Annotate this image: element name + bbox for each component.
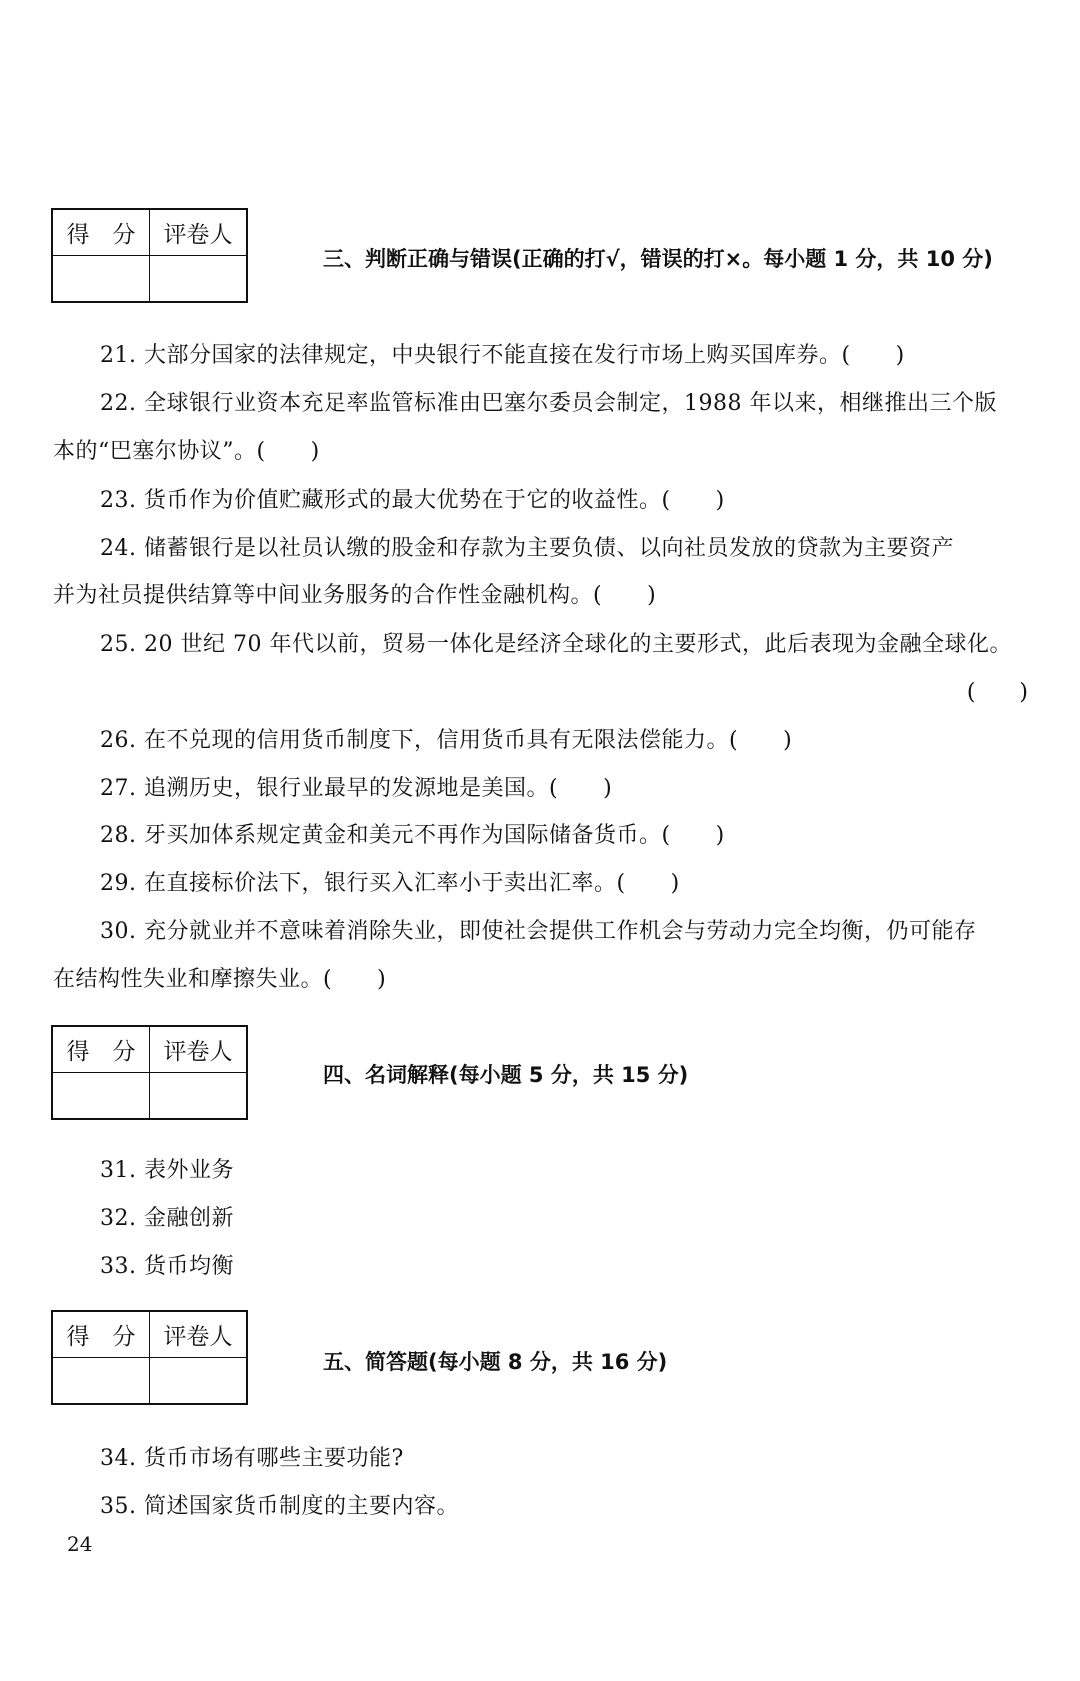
question-33: 33. 货币均衡 [100, 1254, 234, 1279]
question-35: 35. 简述国家货币制度的主要内容。 [100, 1494, 459, 1519]
question-28: 28. 牙买加体系规定黄金和美元不再作为国际储备货币。( ) [100, 823, 725, 848]
question-23: 23. 货币作为价值贮藏形式的最大优势在于它的收益性。( ) [100, 488, 725, 513]
question-32: 32. 金融创新 [100, 1206, 234, 1231]
score-cell[interactable] [53, 1358, 150, 1404]
score-header: 得 分 [53, 1027, 150, 1073]
grader-cell[interactable] [150, 256, 247, 302]
question-34: 34. 货币市场有哪些主要功能? [100, 1446, 404, 1471]
question-22-cont: 本的“巴塞尔协议”。( ) [53, 439, 320, 464]
section-title: 五、简答题(每小题 8 分，共 16 分) [323, 1350, 668, 1374]
score-cell[interactable] [53, 1073, 150, 1119]
question-27: 27. 追溯历史，银行业最早的发源地是美国。( ) [100, 776, 613, 801]
grader-header: 评卷人 [150, 1027, 247, 1073]
question-30: 30. 充分就业并不意味着消除失业，即使社会提供工作机会与劳动力完全均衡，仍可能存 [100, 919, 977, 944]
question-31: 31. 表外业务 [100, 1158, 234, 1183]
question-22: 22. 全球银行业资本充足率监管标准由巴塞尔委员会制定，1988 年以来，相继推出三个版 [100, 391, 997, 416]
score-header: 得 分 [53, 210, 150, 256]
question-30-cont: 在结构性失业和摩擦失业。( ) [53, 967, 387, 992]
section-title: 四、名词解释(每小题 5 分，共 15 分) [323, 1063, 689, 1087]
section-title: 三、判断正确与错误(正确的打√，错误的打×。每小题 1 分，共 10 分) [323, 247, 993, 271]
grader-header: 评卷人 [150, 1312, 247, 1358]
question-24: 24. 储蓄银行是以社员认缴的股金和存款为主要负债、以向社员发放的贷款为主要资产 [100, 536, 954, 561]
grader-header: 评卷人 [150, 210, 247, 256]
grader-cell[interactable] [150, 1073, 247, 1119]
question-25-answer: ( ) [966, 680, 1028, 705]
score-table [51, 1025, 248, 1120]
score-table [51, 1310, 248, 1405]
question-29: 29. 在直接标价法下，银行买入汇率小于卖出汇率。( ) [100, 871, 680, 896]
question-25: 25. 20 世纪 70 年代以前，贸易一体化是经济全球化的主要形式，此后表现为金融全球化。 [100, 632, 1012, 657]
grader-cell[interactable] [150, 1358, 247, 1404]
score-header: 得 分 [53, 1312, 150, 1358]
question-26: 26. 在不兑现的信用货币制度下，信用货币具有无限法偿能力。( ) [100, 728, 793, 753]
question-21: 21. 大部分国家的法律规定，中央银行不能直接在发行市场上购买国库券。( ) [100, 343, 905, 368]
score-cell[interactable] [53, 256, 150, 302]
question-24-cont: 并为社员提供结算等中间业务服务的合作性金融机构。( ) [53, 583, 657, 608]
score-table [51, 208, 248, 303]
page-number: 24 [67, 1532, 93, 1556]
